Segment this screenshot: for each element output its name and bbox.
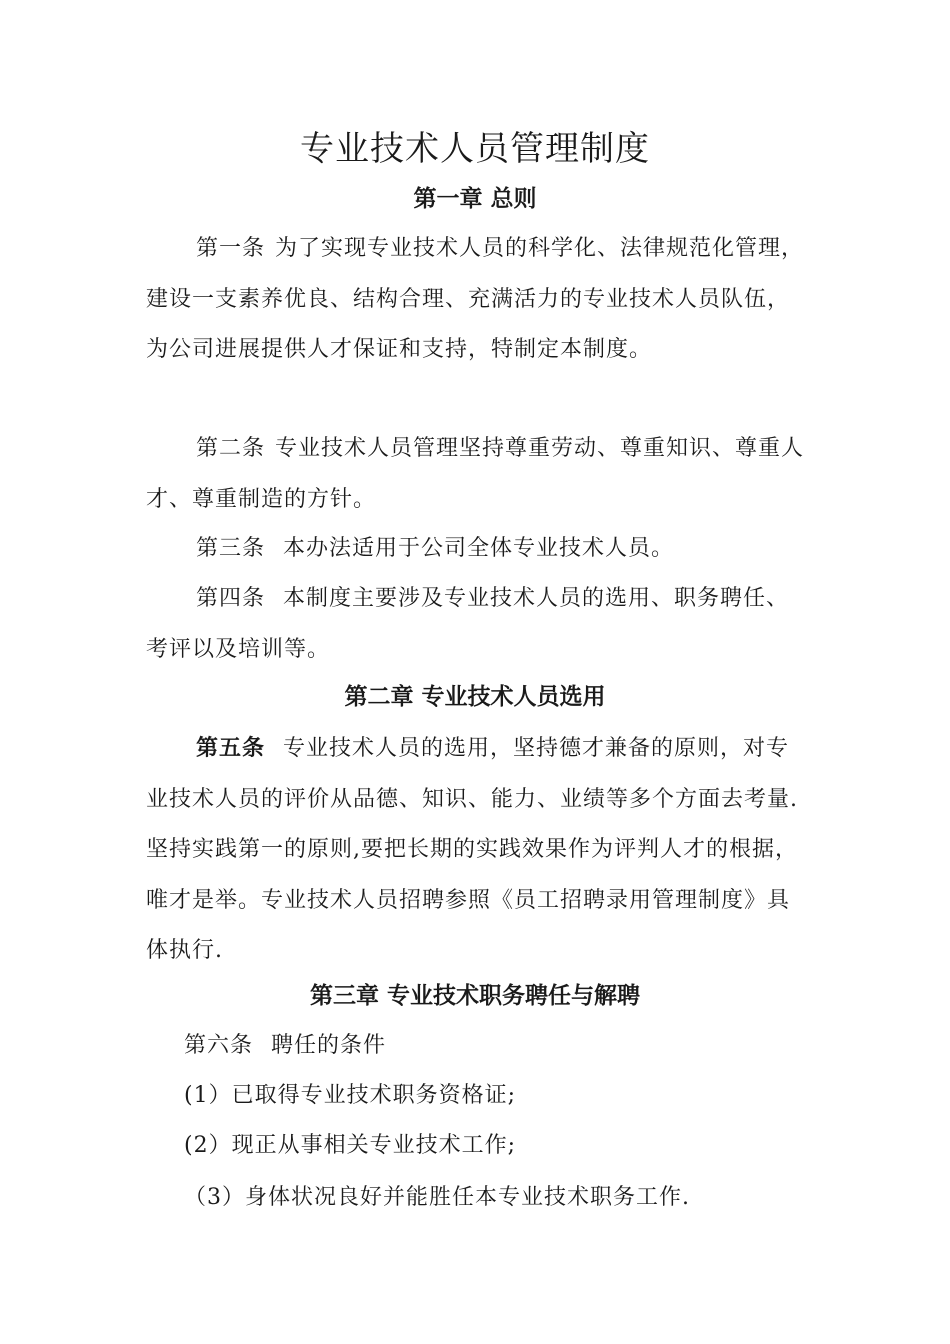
article-3: [146, 524, 811, 575]
article-6-text: 聘任的条件: [263, 1033, 387, 1058]
article-2-text: 专业技术人员管理坚持尊重劳动、尊重知识、尊重人才、尊重制造的方针。: [146, 436, 805, 512]
article-5-text: 专业技术人员的选用，坚持德才兼备的原则，对专业技术人员的评价从品德、知识、能力、业绩等多个方面去考量.坚持实践第一的原则,要把长期的实践效果作为评判人才的根据，唯才是举。专业技术人员招聘参照《员工招聘录用管理制度》具体执行.: [146, 736, 798, 963]
article-2-label: 第二条: [196, 436, 266, 461]
article-2: [146, 424, 811, 525]
chapter-2-heading: 第二章 专业技术人员选用: [344, 684, 606, 710]
article-3-label: 第三条: [196, 536, 266, 561]
article-5-label: 第五条: [196, 735, 266, 761]
article-4-text: 本制度主要涉及专业技术人员的选用、职务聘任、考评以及培训等。: [146, 586, 790, 662]
article-4-label: 第四条: [196, 586, 266, 611]
article-3-text: 本办法适用于公司全体专业技术人员。: [275, 536, 675, 561]
article-1-label: 第一条: [196, 236, 266, 261]
list-item: (2）现正从事相关专业技术工作;: [184, 1133, 516, 1158]
article-1: [146, 224, 811, 376]
chapter-1-heading: 第一章 总则: [413, 186, 537, 212]
article-5: [146, 723, 811, 977]
article-6-label: 第六条: [184, 1033, 254, 1058]
chapter-3-heading: 第三章 专业技术职务聘任与解聘: [309, 983, 640, 1009]
list-item: (1）已取得专业技术职务资格证;: [184, 1083, 516, 1108]
document-title: 专业技术人员管理制度: [300, 129, 650, 169]
article-1-text: 为了实现专业技术人员的科学化、法律规范化管理，建设一支素养优良、结构合理、充满活力的专业技术人员队伍，为公司进展提供人才保证和支持，特制定本制度。: [146, 236, 805, 362]
list-item: （3）身体状况良好并能胜任本专业技术职务工作.: [184, 1185, 690, 1210]
article-4: [146, 574, 811, 675]
article-6: [184, 1026, 386, 1066]
